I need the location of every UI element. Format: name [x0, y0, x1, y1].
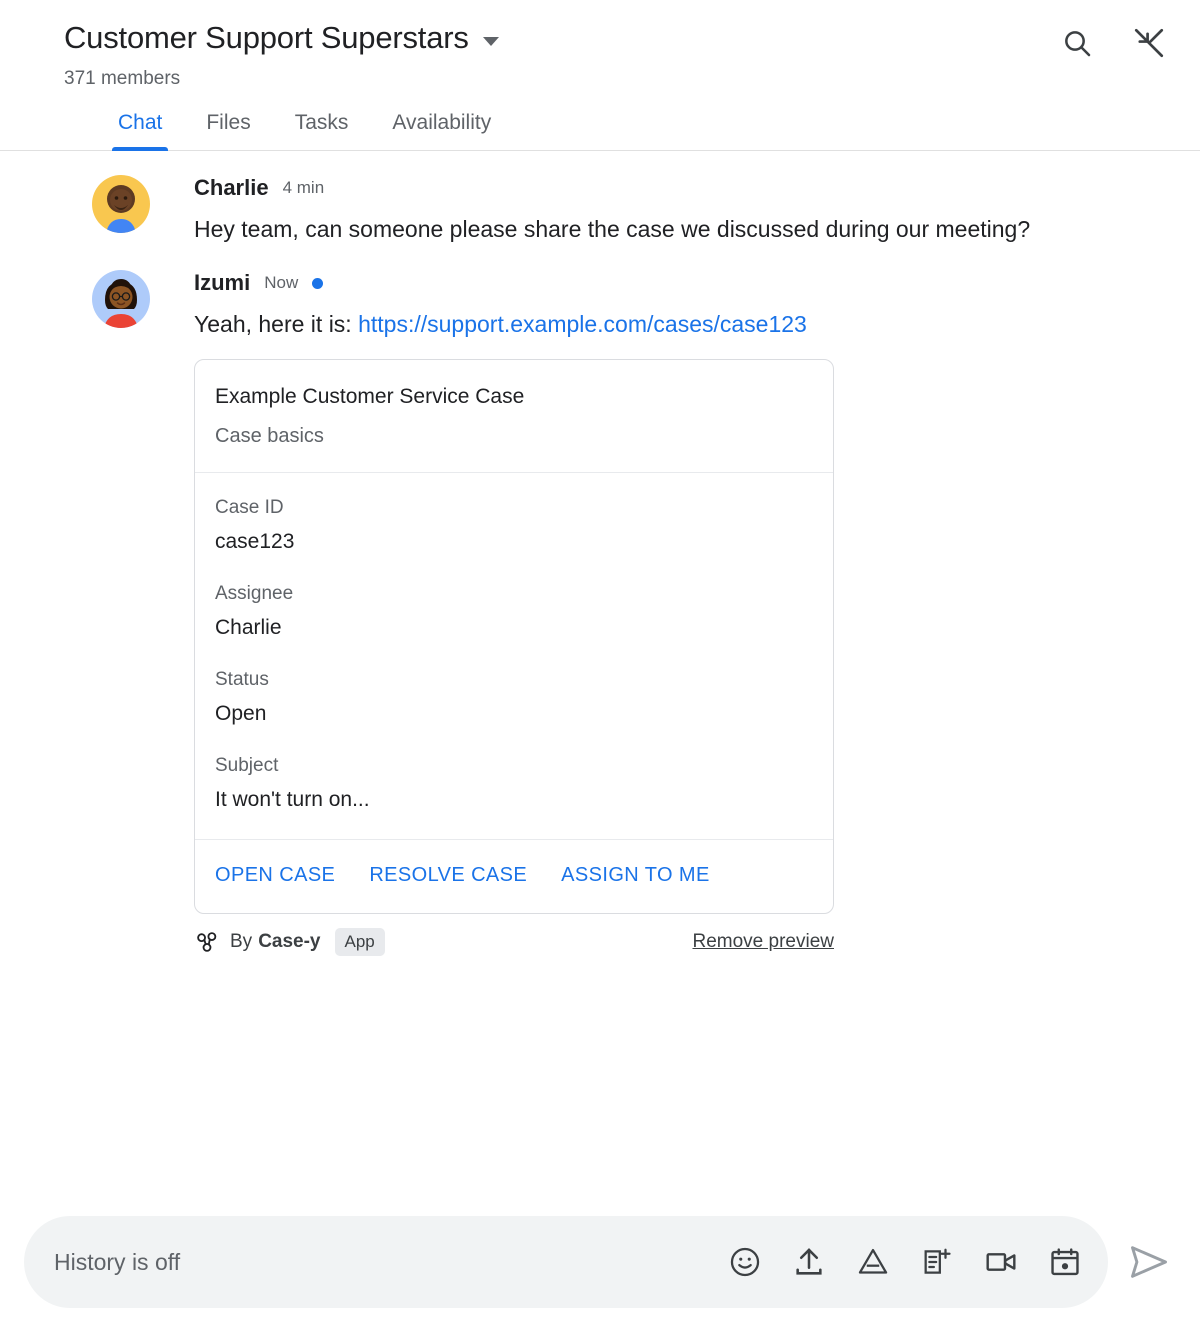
case-preview-card	[194, 359, 834, 914]
avatar[interactable]	[92, 175, 150, 233]
calendar-icon[interactable]	[1048, 1245, 1082, 1279]
field-value: Charlie	[215, 616, 282, 639]
member-count: 371 members	[64, 68, 181, 89]
card-subtitle: Case basics	[215, 425, 324, 447]
field-value: case123	[215, 530, 295, 553]
chevron-down-icon[interactable]	[483, 37, 499, 46]
field-value: It won't turn on...	[215, 788, 370, 811]
webhook-icon	[194, 929, 220, 955]
message-item	[0, 268, 1200, 956]
card-actions	[195, 840, 833, 913]
message-text-prefix: Yeah, here it is:	[194, 311, 359, 337]
message-timestamp: 4 min	[282, 178, 325, 197]
attribution-by: By	[230, 931, 253, 952]
tab-chat[interactable]: Chat	[96, 110, 184, 150]
message-header	[194, 268, 1160, 298]
drive-icon[interactable]	[856, 1245, 890, 1279]
message-timestamp: Now	[264, 273, 299, 292]
message-sender: Charlie	[194, 175, 269, 200]
composer-icons	[728, 1245, 1082, 1279]
message-sender: Izumi	[194, 270, 251, 295]
tab-files[interactable]: Files	[206, 111, 251, 134]
message-input[interactable]: History is off	[54, 1248, 181, 1275]
field-label: Status	[215, 669, 269, 690]
tab-bar	[0, 92, 1200, 151]
field-label: Subject	[215, 755, 279, 776]
field-case-id	[215, 495, 813, 557]
header-actions	[1060, 26, 1166, 60]
emoji-icon[interactable]	[728, 1245, 762, 1279]
unread-indicator-icon	[312, 278, 323, 289]
remove-preview-link[interactable]: Remove preview	[692, 931, 834, 952]
message-header	[194, 173, 1160, 203]
message-text: Hey team, can someone please share the case we discussed during our meeting?	[194, 216, 1031, 242]
page-title: Customer Support Superstars	[64, 20, 469, 55]
message-list	[0, 151, 1200, 1198]
card-header	[195, 360, 833, 473]
message-item	[0, 173, 1200, 250]
collapse-icon[interactable]	[1132, 26, 1166, 60]
avatar[interactable]	[92, 270, 150, 328]
resolve-case-button[interactable]: RESOLVE CASE	[369, 864, 528, 886]
tab-tasks[interactable]: Tasks	[294, 111, 349, 134]
upload-icon[interactable]	[792, 1245, 826, 1279]
assign-to-me-button[interactable]: ASSIGN TO ME	[561, 864, 710, 886]
card-attribution	[194, 928, 834, 956]
case-link[interactable]: https://support.example.com/cases/case123	[358, 311, 807, 337]
field-label: Assignee	[215, 583, 294, 604]
field-subject	[215, 753, 813, 815]
field-label: Case ID	[215, 497, 284, 518]
tab-availability[interactable]: Availability	[392, 111, 492, 134]
room-header	[0, 0, 1200, 92]
field-assignee	[215, 581, 813, 643]
field-value: Open	[215, 702, 267, 725]
search-icon[interactable]	[1060, 26, 1094, 60]
message-body	[194, 173, 1160, 250]
attribution-app-name: Case-y	[258, 931, 321, 952]
open-case-button[interactable]: OPEN CASE	[215, 864, 336, 886]
room-title-row	[64, 18, 1172, 58]
card-title: Example Customer Service Case	[215, 385, 525, 408]
message-text	[194, 304, 1084, 345]
app-badge: App	[335, 928, 385, 956]
message-body	[194, 268, 1160, 956]
field-status	[215, 667, 813, 729]
video-icon[interactable]	[984, 1245, 1018, 1279]
card-fields	[195, 473, 833, 840]
send-icon[interactable]	[1122, 1235, 1176, 1289]
composer-area	[0, 1198, 1200, 1336]
message-composer[interactable]	[24, 1216, 1108, 1308]
doc-add-icon[interactable]	[920, 1245, 954, 1279]
